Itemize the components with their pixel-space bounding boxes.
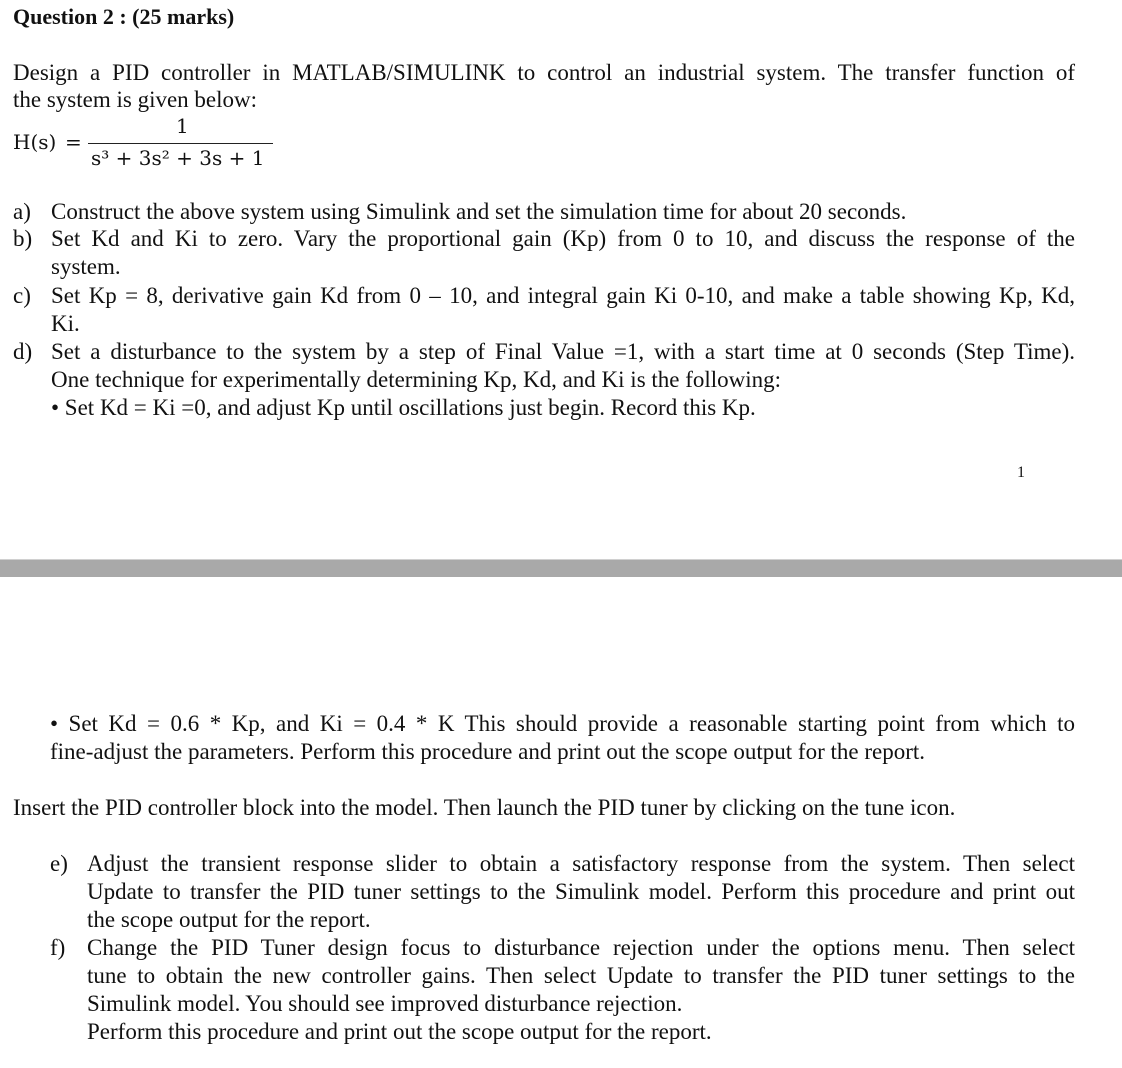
part-a: [13, 198, 1075, 226]
part-f-line-2: tune to obtain the new controller gains. Then select Update to transfer the PID tuner settings to the: [87, 963, 1075, 988]
question-title: Question 2 : (25 marks): [13, 4, 235, 29]
intro-line-2: the system is given below:: [13, 87, 258, 112]
part-c: [13, 282, 1075, 338]
part-d-line-1: Set a disturbance to the system by a step of Final Value =1, with a start time at 0 seconds (Step Time).: [51, 339, 1075, 364]
part-f-marker: f): [50, 935, 66, 960]
fraction-bar: [88, 143, 273, 144]
part-a-line-1: Construct the above system using Simulink and set the simulation time for about 20 seconds.: [51, 199, 907, 224]
part-c-line-1: Set Kp = 8, derivative gain Kd from 0 – 10, and integral gain Ki 0-10, and make a table showing Kp, Kd,: [51, 283, 1075, 308]
part-f: [50, 934, 1075, 1046]
part-b-line-1: Set Kd and Ki to zero. Vary the proportional gain (Kp) from 0 to 10, and discuss the response of the: [51, 226, 1075, 251]
part-f-line-3: Simulink model. You should see improved disturbance rejection.: [87, 991, 683, 1016]
part-d-line-2: One technique for experimentally determining Kp, Kd, and Ki is the following:: [51, 367, 782, 392]
part-e-line-1: Adjust the transient response slider to obtain a satisfactory response from the system. Then select: [87, 851, 1075, 876]
part-e-line-2: Update to transfer the PID tuner settings to the Simulink model. Perform this procedure and print out: [87, 879, 1075, 904]
part-c-line-2: Ki.: [51, 311, 80, 336]
part-b-line-2: system.: [51, 254, 121, 279]
part-b-marker: b): [13, 226, 33, 251]
equation-lhs: H(s): [13, 130, 57, 154]
page-separator: [0, 559, 1122, 577]
part-f-line-1: Change the PID Tuner design focus to disturbance rejection under the options menu. Then select: [87, 935, 1075, 960]
equation-equals: =: [65, 130, 82, 154]
page-number: 1: [1017, 464, 1025, 481]
part-c-marker: c): [13, 283, 31, 308]
part-e-marker: e): [50, 851, 68, 876]
equation-denominator: s³ + 3s² + 3s + 1: [91, 146, 265, 170]
page2-bullet-line-2: fine-adjust the parameters. Perform this procedure and print out the scope output for the report.: [50, 739, 925, 764]
part-e-line-3: the scope output for the report.: [87, 907, 371, 932]
equation-numerator: 1: [176, 114, 189, 138]
part-d-bullet: • Set Kd = Ki =0, and adjust Kp until oscillations just begin. Record this Kp.: [51, 395, 756, 420]
intro-line-1: Design a PID controller in MATLAB/SIMULINK to control an industrial system. The transfer function of: [13, 60, 1075, 85]
insert-instruction: Insert the PID controller block into the model. Then launch the PID tuner by clicking on the tune icon.: [13, 795, 956, 820]
part-d: [13, 338, 1075, 422]
part-b: [13, 225, 1075, 281]
page2-bullet-line-1: • Set Kd = 0.6 * Kp, and Ki = 0.4 * K This should provide a reasonable starting point from which to: [50, 711, 1075, 736]
part-e: [50, 850, 1075, 934]
part-d-marker: d): [13, 339, 33, 364]
part-f-line-4: Perform this procedure and print out the scope output for the report.: [87, 1019, 712, 1044]
part-a-marker: a): [13, 199, 31, 224]
